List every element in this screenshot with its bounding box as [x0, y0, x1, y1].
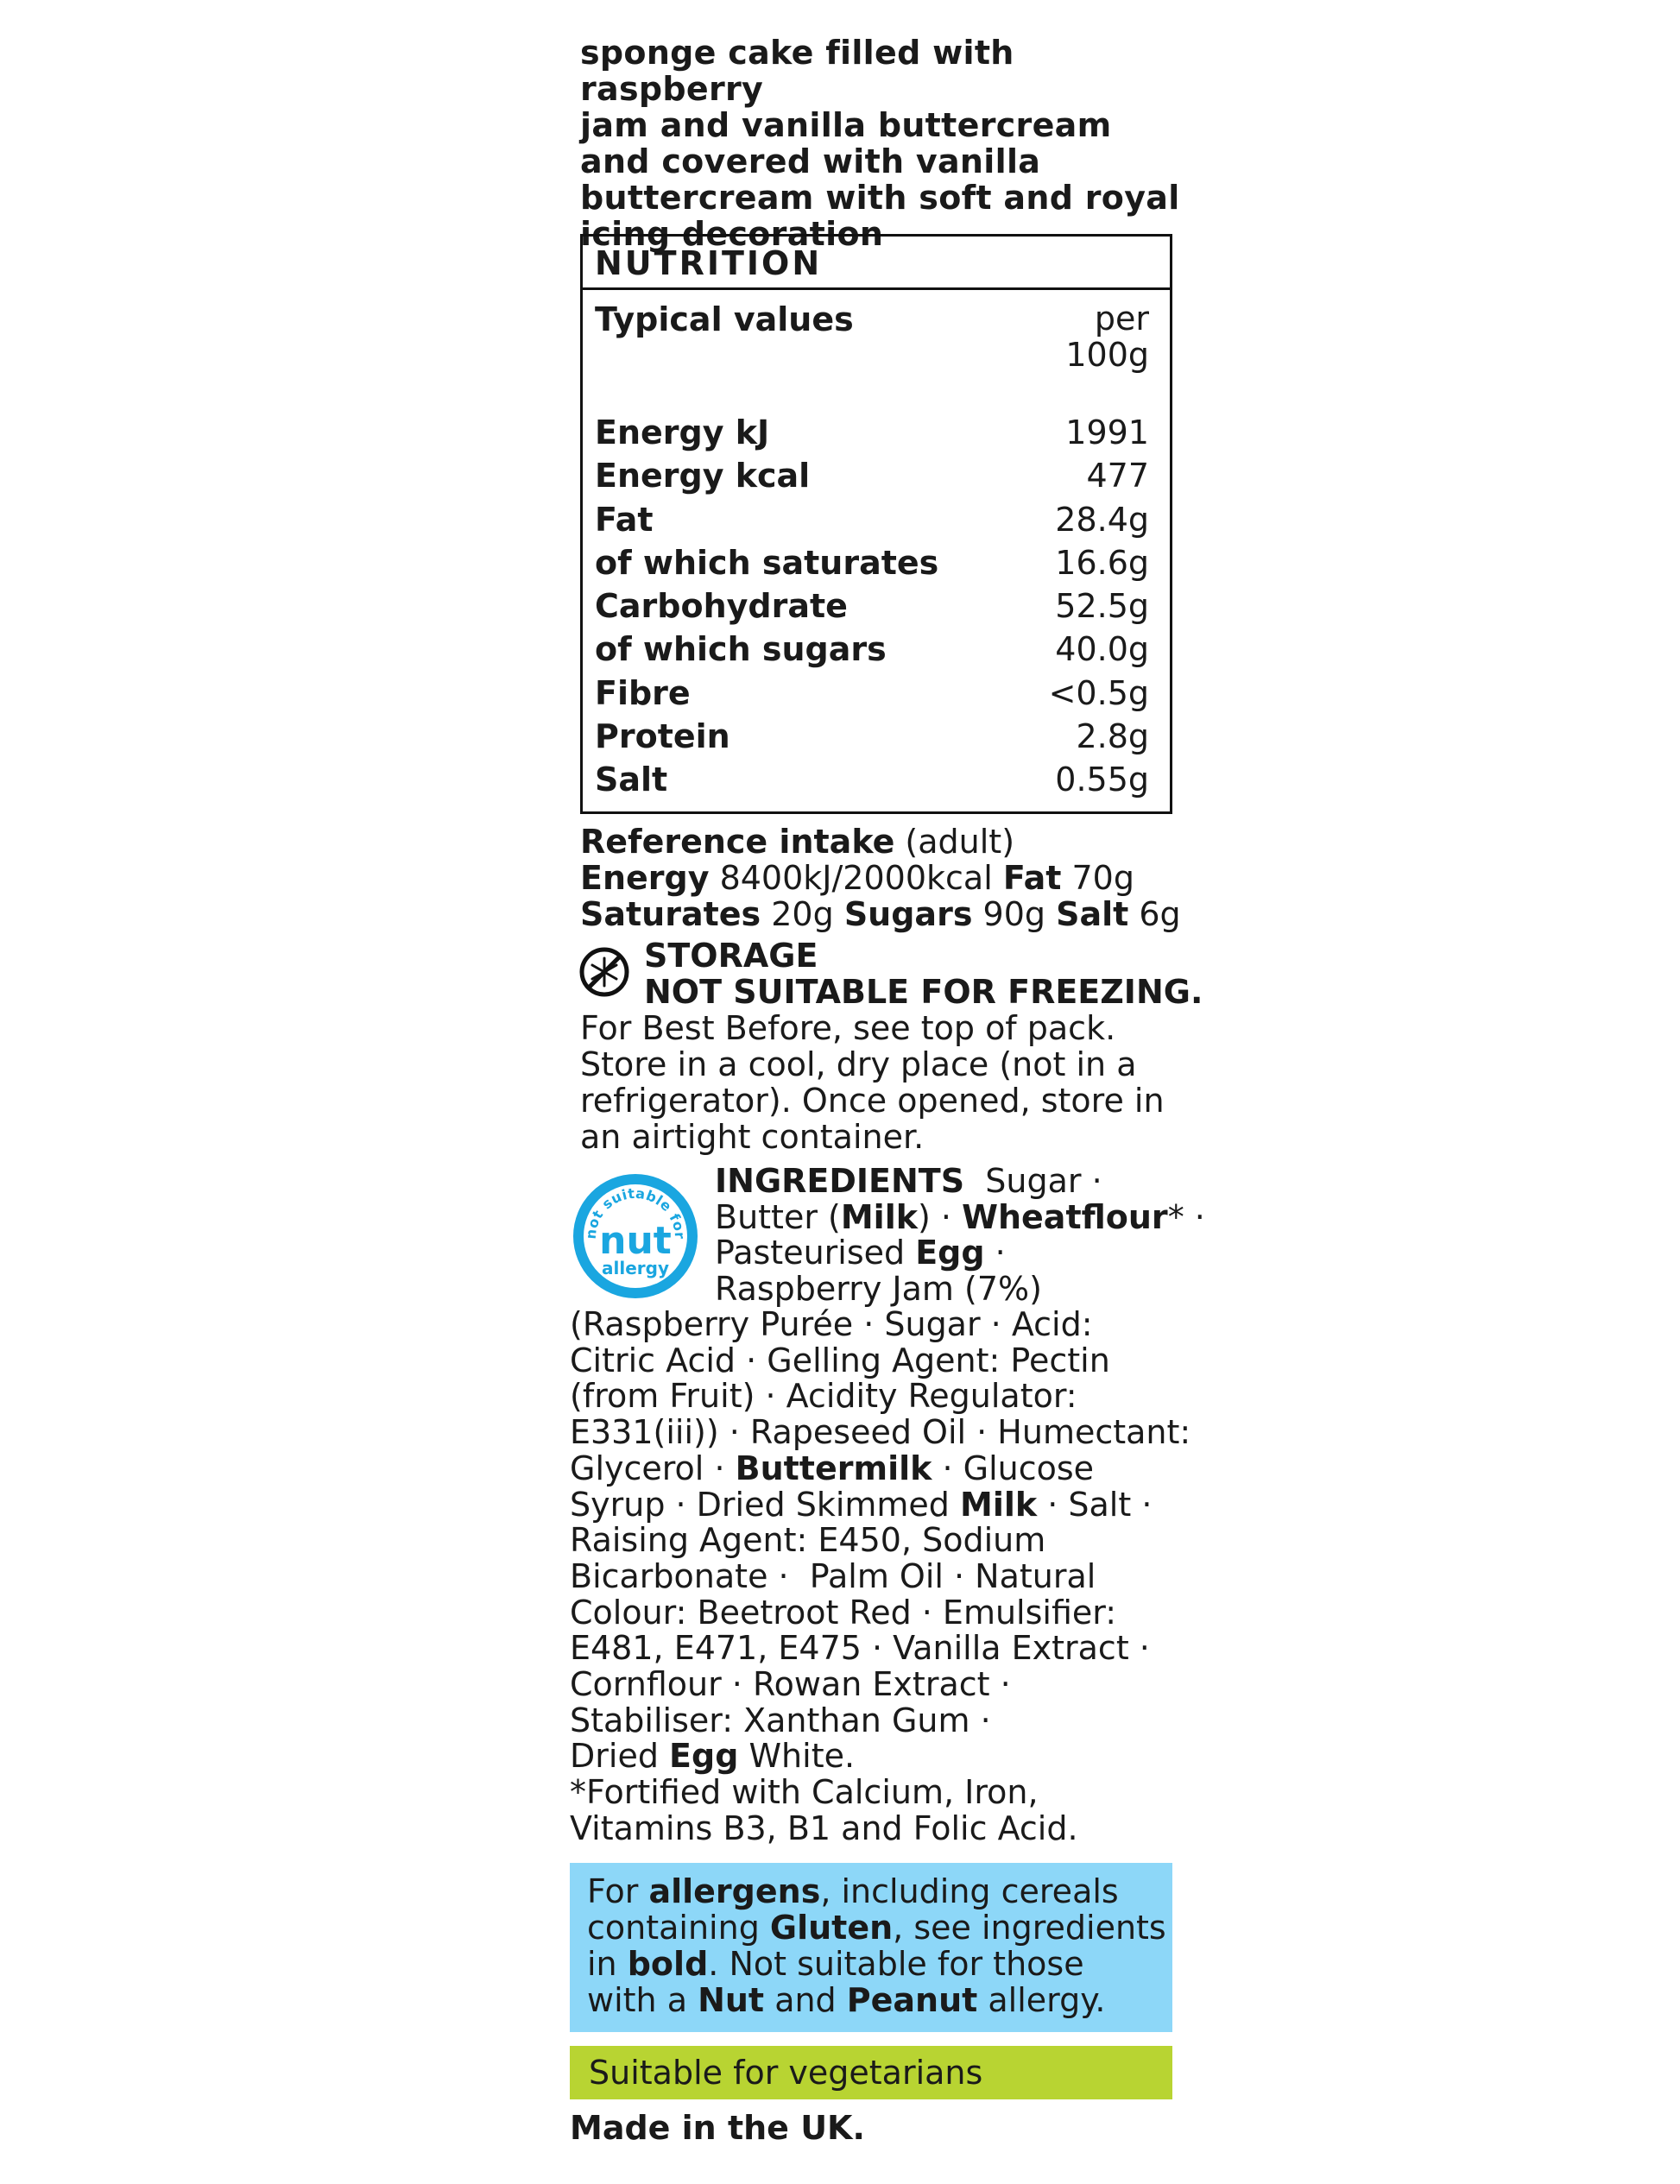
- ref-value: 8400kJ/2000kcal: [709, 859, 1003, 897]
- ingredient-text: · Salt ·: [1037, 1485, 1153, 1524]
- ingredient-text: Dried: [570, 1737, 670, 1776]
- allergen-notice-text: containing: [587, 1909, 770, 1947]
- ingredients-start: [715, 1162, 1205, 1309]
- origin-statement: Made in the UK.: [570, 2109, 865, 2147]
- storage-line: an airtight container.: [580, 1118, 925, 1156]
- allergen-line: [587, 1946, 1155, 1982]
- nutrient-value: 16.6g: [1055, 543, 1149, 582]
- ingredients-line: [570, 1487, 1191, 1524]
- storage-line: For Best Before, see top of pack.: [580, 1009, 1116, 1047]
- allergen-notice: [570, 1863, 1172, 2032]
- allergen-emphasis: Nut: [698, 1981, 765, 2019]
- storage-instructions: [580, 1010, 1202, 1155]
- ingredients-line: [715, 1197, 1205, 1236]
- nutrient-value: 52.5g: [1055, 587, 1149, 626]
- description-line: buttercream with soft and royal: [580, 179, 1180, 217]
- reference-qualifier: (adult): [894, 823, 1015, 861]
- product-description: [580, 35, 1202, 252]
- allergen-emphasis: Peanut: [846, 1981, 978, 2019]
- badge-top-text: not suitable for: [582, 1184, 689, 1240]
- ingredients-line: Stabiliser: Xanthan Gum ·: [570, 1701, 991, 1739]
- nutrient-value: 0.55g: [1055, 761, 1149, 799]
- ref-value: 6g: [1128, 895, 1181, 933]
- per-amount: 100g: [1065, 336, 1149, 374]
- nutrition-row: [583, 411, 1170, 454]
- allergen-emphasis: allergens: [648, 1872, 821, 1910]
- ingredients-line: Cornflour · Rowan Extract ·: [570, 1665, 1011, 1704]
- ingredients-line: [570, 1451, 1191, 1487]
- nutrition-row: [583, 541, 1170, 584]
- nutrient-value: 28.4g: [1055, 500, 1149, 539]
- ref-value: 90g: [972, 895, 1057, 933]
- ingredients-line: Vitamins B3, B1 and Folic Acid.: [570, 1808, 1078, 1847]
- ingredient-text: Butter (: [715, 1197, 841, 1236]
- storage-title: STORAGE: [644, 937, 818, 975]
- ingredients-line: Colour: Beetroot Red · Emulsifier:: [570, 1593, 1117, 1632]
- description-line: sponge cake filled with raspberry: [580, 34, 1014, 108]
- nutrition-header: [583, 290, 1170, 411]
- ingredients-line: (Raspberry Purée · Sugar · Acid:: [570, 1305, 1093, 1343]
- allergen-notice-text: . Not suitable for those: [708, 1945, 1084, 1983]
- ingredient-text: White.: [738, 1737, 856, 1776]
- allergen-text: Milk: [840, 1197, 918, 1236]
- ingredient-text: ·: [984, 1234, 1006, 1272]
- nutrient-value: 40.0g: [1055, 630, 1149, 669]
- nut-allergy-badge-icon: [566, 1167, 704, 1305]
- ingredient-text: Glycerol ·: [570, 1449, 736, 1487]
- ingredient-text: Sugar ·: [964, 1162, 1102, 1200]
- allergen-line: [587, 1873, 1155, 1909]
- storage-heading: [644, 937, 1203, 1010]
- nutrient-value: <0.5g: [1048, 673, 1149, 712]
- nutrient-label: Salt: [595, 761, 668, 799]
- nutrition-row: [583, 628, 1170, 671]
- ingredients-line: Bicarbonate · Palm Oil · Natural: [570, 1556, 1096, 1595]
- allergen-text: Egg: [915, 1234, 985, 1272]
- ref-label: Energy: [580, 859, 710, 897]
- badge-bottom-text: allergy: [602, 1258, 669, 1278]
- nutrient-label: of which sugars: [595, 630, 887, 669]
- per-100g-label: [976, 300, 1149, 373]
- ref-label: Sugars: [843, 895, 973, 933]
- nutrition-row: [583, 758, 1170, 801]
- freezing-warning: NOT SUITABLE FOR FREEZING.: [644, 973, 1203, 1011]
- no-freeze-icon: [578, 946, 630, 998]
- nutrition-row: [583, 715, 1170, 758]
- ingredients-line: (from Fruit) · Acidity Regulator:: [570, 1377, 1077, 1416]
- nutrient-label: Energy kJ: [595, 413, 770, 451]
- nutrient-label: Energy kcal: [595, 457, 811, 496]
- nutrient-value: 2.8g: [1076, 717, 1149, 756]
- nutrient-label: Fat: [595, 500, 654, 539]
- ref-label: Salt: [1056, 895, 1129, 933]
- reference-line: [580, 896, 1202, 932]
- ref-value: 20g: [761, 895, 844, 933]
- allergen-notice-text: and: [764, 1981, 847, 2019]
- allergen-notice-text: allergy.: [977, 1981, 1106, 2019]
- ref-value: 70g: [1061, 859, 1134, 897]
- allergen-notice-text: in: [587, 1945, 628, 1983]
- allergen-emphasis: bold: [627, 1945, 709, 1983]
- reference-line: [580, 860, 1202, 896]
- ingredients-line: [715, 1164, 1181, 1200]
- ingredients-line: Raspberry Jam (7%): [715, 1270, 1042, 1309]
- nutrition-table: [580, 234, 1172, 814]
- description-line: jam and vanilla buttercream: [580, 106, 1112, 144]
- allergen-notice-text: , including cereals: [820, 1872, 1119, 1910]
- nutrient-label: Protein: [595, 717, 730, 756]
- ingredients-line: [570, 1739, 1191, 1775]
- reference-title: Reference intake: [580, 823, 895, 861]
- allergen-text: Milk: [960, 1485, 1038, 1524]
- ingredients-line: Citric Acid · Gelling Agent: Pectin: [570, 1341, 1110, 1379]
- ingredient-text: · Glucose: [932, 1449, 1095, 1487]
- nutrition-row: [583, 498, 1170, 541]
- ingredients-line: [715, 1235, 1181, 1272]
- ref-label: Saturates: [580, 895, 761, 933]
- ingredient-text: Syrup · Dried Skimmed: [570, 1485, 960, 1524]
- allergen-text: Wheatflour: [962, 1197, 1168, 1236]
- ingredient-text: * ·: [1167, 1197, 1205, 1236]
- nutrient-value: 477: [1086, 457, 1149, 496]
- nutrition-row: [583, 584, 1170, 628]
- allergen-text: Egg: [669, 1737, 739, 1776]
- allergen-line: [587, 1982, 1155, 2018]
- description-line: and covered with vanilla: [580, 142, 1041, 180]
- allergen-notice-text: with a: [587, 1981, 698, 2019]
- storage-line: refrigerator). Once opened, store in: [580, 1082, 1165, 1120]
- allergen-notice-text: , see ingredients: [893, 1909, 1166, 1947]
- ingredient-text: ) ·: [918, 1197, 963, 1236]
- badge-main-text: nut: [599, 1219, 672, 1263]
- nutrient-label: Carbohydrate: [595, 587, 848, 626]
- allergen-line: [587, 1909, 1166, 1947]
- ingredients-continued: [570, 1307, 1191, 1847]
- allergen-emphasis: Gluten: [769, 1909, 894, 1947]
- ingredients-line: E331(iii)) · Rapeseed Oil · Humectant:: [570, 1413, 1191, 1452]
- ingredients-line: E481, E471, E475 · Vanilla Extract ·: [570, 1629, 1150, 1668]
- reference-intake: [580, 824, 1202, 932]
- nutrition-row: [583, 672, 1170, 715]
- nutrition-title: NUTRITION: [583, 237, 1170, 290]
- vegetarian-banner: Suitable for vegetarians: [570, 2046, 1172, 2099]
- ingredients-line: Raising Agent: E450, Sodium: [570, 1521, 1046, 1560]
- allergen-text: Buttermilk: [735, 1449, 932, 1487]
- nutrient-value: 1991: [1065, 413, 1149, 451]
- nutrient-label: of which saturates: [595, 543, 939, 582]
- ingredients-title: INGREDIENTS: [715, 1162, 965, 1200]
- ref-label: Fat: [1002, 859, 1062, 897]
- allergen-notice-text: For: [587, 1872, 649, 1910]
- nutrition-row: [583, 454, 1170, 497]
- ingredients-line: *Fortified with Calcium, Iron,: [570, 1773, 1039, 1812]
- nutrient-label: Fibre: [595, 673, 691, 712]
- ingredient-text: Pasteurised: [715, 1234, 916, 1272]
- storage-line: Store in a cool, dry place (not in a: [580, 1045, 1137, 1083]
- description-line: icing decoration: [580, 215, 884, 253]
- per-label: per: [1094, 300, 1149, 338]
- typical-values-label: Typical values: [595, 300, 854, 338]
- reference-line: [580, 824, 1202, 860]
